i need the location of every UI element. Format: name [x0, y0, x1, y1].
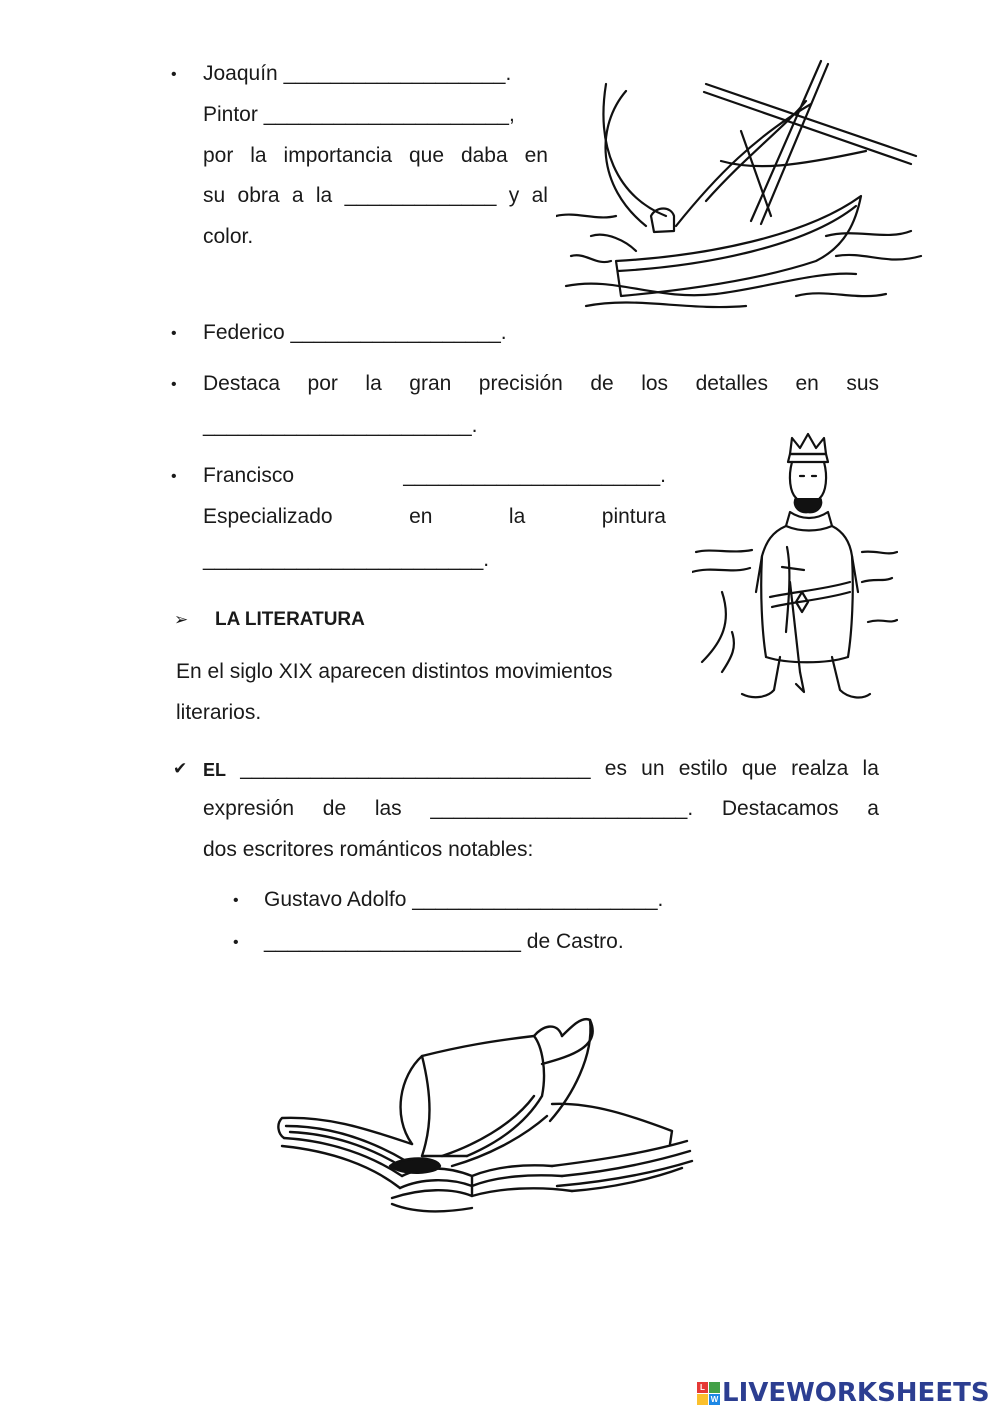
- importancia-line: por la importancia que daba en: [203, 144, 548, 167]
- bullet: •: [233, 934, 239, 951]
- federico-line: Federico __________________.: [203, 321, 507, 344]
- logo-text: LIVEWORKSHEETS: [722, 1378, 990, 1408]
- bullet: •: [171, 325, 177, 342]
- bullet: •: [171, 66, 177, 83]
- intro-line-1: En el siglo XIX aparecen distintos movimientos: [176, 660, 613, 683]
- bullet: •: [233, 892, 239, 909]
- especializado-line: Especializado en la pintura: [203, 505, 666, 528]
- destaca-line: Destaca por la gran precisión de los detalles en sus: [203, 372, 879, 395]
- francisco-line: Francisco ______________________.: [203, 464, 666, 487]
- bullet: •: [171, 376, 177, 393]
- writer-item: Gustavo Adolfo _____________________.: [264, 888, 664, 911]
- expresion-line: expresión de las ______________________. Destacamos a: [203, 797, 879, 820]
- open-book-illustration: [272, 1016, 696, 1232]
- king-illustration: [692, 432, 898, 714]
- pintor-line: Pintor _____________________,: [203, 103, 515, 126]
- section-heading: LA LITERATURA: [215, 609, 365, 630]
- destaca-blank-line: _______________________.: [203, 414, 478, 437]
- logo-mark: L W: [697, 1382, 720, 1405]
- bullet: •: [171, 468, 177, 485]
- joaquin-line: Joaquín ___________________.: [203, 62, 512, 85]
- liveworksheets-logo: [697, 1378, 990, 1408]
- checkmark-icon: ✔: [173, 759, 188, 779]
- escritores-line: dos escritores románticos notables:: [203, 838, 534, 861]
- francisco-blank-line: ________________________.: [203, 548, 490, 571]
- intro-line-2: literarios.: [176, 701, 262, 724]
- arrow-marker-icon: ➢: [174, 610, 189, 630]
- color-line: color.: [203, 225, 254, 248]
- obra-line: su obra a la _____________ y al: [203, 184, 548, 207]
- writer-item: ______________________ de Castro.: [264, 930, 624, 953]
- sailboat-illustration: [556, 56, 924, 318]
- el-line: EL ______________________________ es un estilo que realza la: [203, 757, 879, 780]
